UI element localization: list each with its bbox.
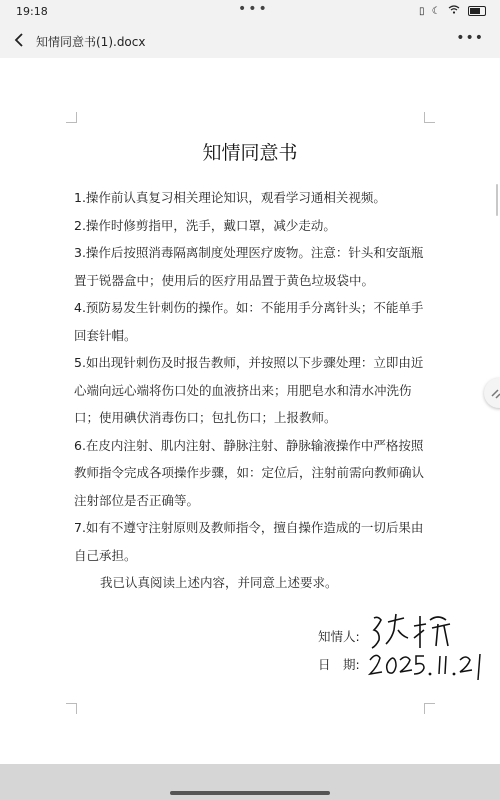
title-bar	[0, 24, 500, 58]
page-corner-mark	[424, 703, 435, 714]
scrollbar[interactable]	[496, 184, 498, 216]
vibrate-icon: ▯	[418, 6, 427, 17]
paragraph-4: 4.预防易发生针刺伤的操作。如：不能用手分离针头；不能单手回套针帽。	[74, 300, 424, 343]
status-time: 19:18	[16, 5, 48, 18]
document-heading: 知情同意书	[202, 142, 298, 164]
handwritten-date	[368, 650, 492, 686]
paragraph-7: 7.如有不遵守注射原则及教师指令，擅自操作造成的一切后果由自己承担。	[74, 520, 424, 563]
more-options-icon[interactable]: •••	[456, 30, 484, 46]
paragraph-2: 2.操作时修剪指甲，洗手，戴口罩，减少走动。	[74, 217, 336, 233]
page-corner-mark	[424, 112, 435, 123]
consent-statement: 我已认真阅读上述内容，并同意上述要求。	[100, 575, 338, 590]
paragraph-6: 6.在皮内注射、肌内注射、静脉注射、静脉输液操作中严格按照教师指令完成各项操作步骤，如：定位后，注射前需向教师确认注射部位是否正确等。	[74, 437, 425, 508]
wifi-icon	[448, 6, 465, 17]
page-corner-mark	[66, 112, 77, 123]
home-indicator[interactable]	[170, 791, 330, 795]
status-bar	[0, 0, 500, 24]
status-indicator: •••	[238, 1, 269, 17]
handwritten-signature	[364, 608, 464, 656]
moon-icon: ☾	[431, 6, 443, 17]
document-page[interactable]	[0, 58, 500, 764]
page-corner-mark	[66, 703, 77, 714]
paragraph-3: 3.操作后按照消毒隔离制度处理医疗废物。注意：针头和安瓿瓶置于锐器盒中；使用后的医疗用品置于黄色垃圾袋中。	[74, 245, 424, 288]
document-body	[74, 184, 424, 569]
document-title: 知情同意书(1).docx	[36, 35, 146, 49]
signer-label: 知情人:	[318, 629, 360, 644]
paragraph-5: 5.如出现针刺伤及时报告教师，并按照以下步骤处理：立即由近心端向远心端将伤口处的血液挤出来；用肥皂水和清水冲洗伤口；使用碘伏消毒伤口；包扎伤口；上报教师。	[74, 355, 424, 425]
date-label: 日 期:	[318, 657, 360, 672]
back-arrow-icon[interactable]	[10, 30, 30, 50]
status-icons	[419, 5, 486, 17]
paragraph-1: 1.操作前认真复习相关理论知识，观看学习通相关视频。	[74, 190, 386, 205]
side-panel-handle[interactable]	[484, 378, 500, 408]
battery-icon	[468, 6, 486, 16]
